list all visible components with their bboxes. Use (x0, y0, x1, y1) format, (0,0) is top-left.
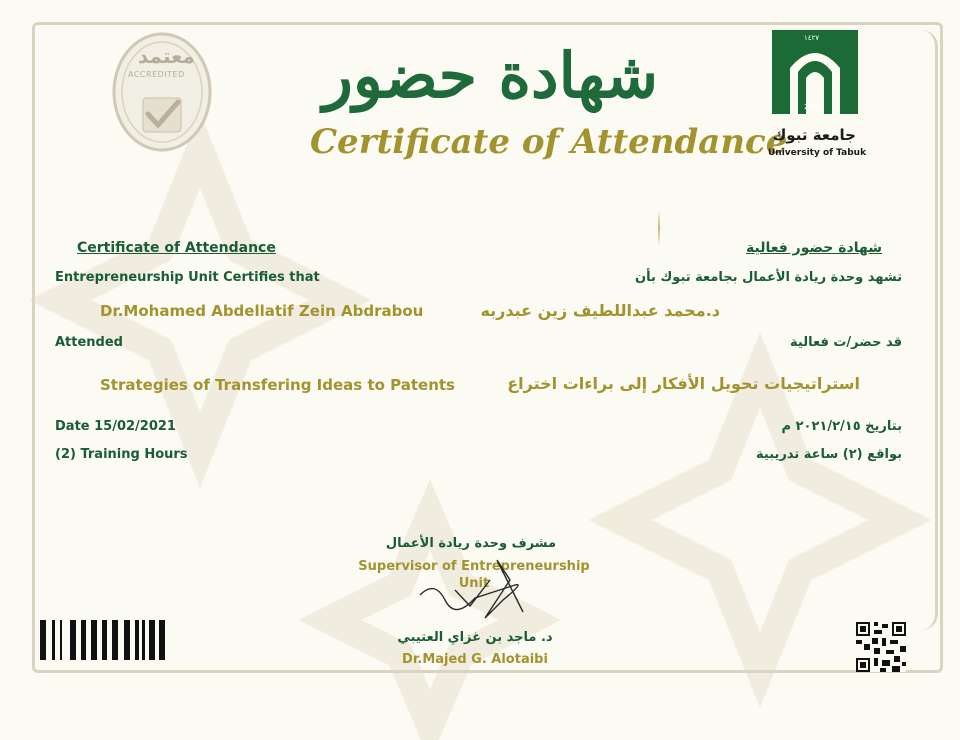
qr-code-icon (856, 622, 906, 672)
right-certifies-text: تشهد وحدة ريادة الأعمال بجامعة تبوك بأن (635, 270, 902, 285)
signature-role-en-line1: Supervisor of Entrepreneurship (358, 559, 590, 574)
signature-role-ar: مشرف وحدة ريادة الأعمال (385, 536, 557, 551)
university-year-ar: ١٤٢٧ (804, 34, 820, 42)
title-english: Certificate of Attendance (310, 122, 788, 162)
university-logo-icon (772, 30, 858, 114)
signatory-name-en: Dr.Majed G. Alotaibi (402, 652, 548, 667)
left-training-hours: (2) Training Hours (55, 447, 188, 462)
handwritten-signature (415, 540, 535, 630)
signatory-name-ar: د. ماجد بن غزاي العتيبي (397, 630, 553, 645)
title-arabic-calligraphy: شهادة حضور (322, 39, 659, 112)
accredited-en-label: ACCREDITED (128, 70, 185, 79)
signature-role-en-line2: Unit (458, 576, 490, 591)
university-name-en: University of Tabuk (768, 148, 867, 158)
right-training-hours: بواقع (٢) ساعة تدريبية (756, 447, 902, 462)
left-date: Date 15/02/2021 (55, 419, 176, 434)
right-attended-label: قد حضر/ت فعالية (790, 335, 902, 350)
accredited-ar-label: معتمد (138, 44, 195, 68)
right-heading: شهادة حضور فعالية (746, 240, 882, 256)
left-heading: Certificate of Attendance (77, 240, 276, 256)
right-recipient-name: د.محمد عبداللطيف زين عبدربه (480, 301, 720, 320)
left-recipient-name: Dr.Mohamed Abdellatif Zein Abdrabou (100, 302, 424, 320)
university-name-ar: جامعة تبوك (772, 126, 856, 144)
frame-side-curve (905, 30, 938, 630)
left-certifies-text: Entrepreneurship Unit Certifies that (55, 270, 320, 285)
university-year-en: 2006 (804, 103, 822, 111)
barcode-icon (40, 620, 165, 660)
right-date: بتاريخ ٢٠٢١/٢/١٥ م (781, 419, 902, 434)
left-attended-label: Attended (55, 335, 123, 350)
center-divider (658, 210, 660, 246)
right-course-title: استراتيجيات تحويل الأفكار إلى براءات اختراع (507, 374, 860, 393)
left-course-title: Strategies of Transfering Ideas to Patents (100, 376, 455, 394)
